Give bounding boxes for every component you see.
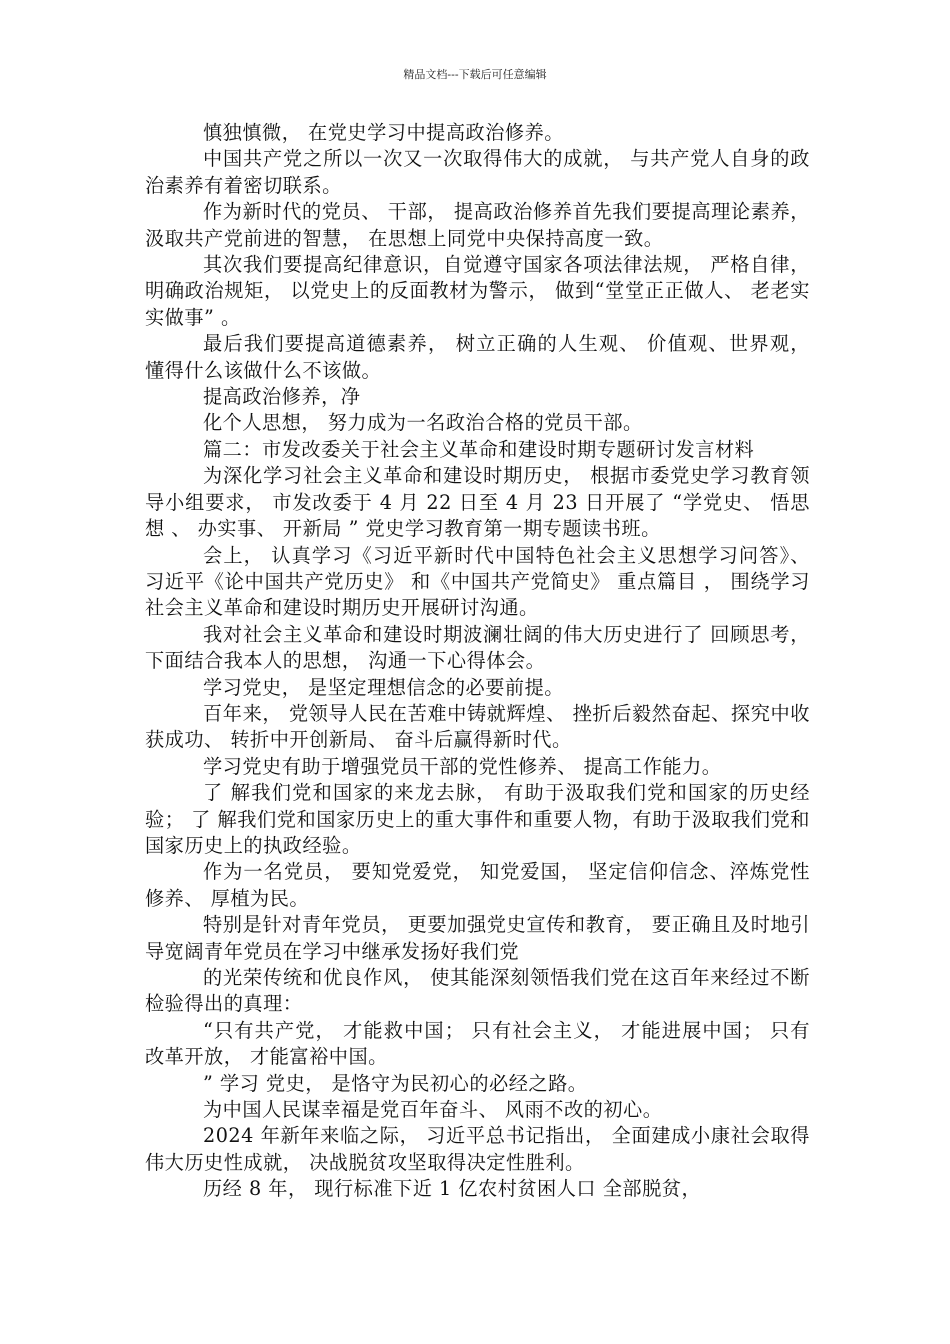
section-heading: 篇二：市发改委关于社会主义革命和建设时期专题研讨发言材料 (203, 437, 755, 461)
paragraph: 2024 年新年来临之际， 习近平总书记指出， 全面建成小康社会取得伟大历史性成就， 决战脱贫攻坚取得决定性胜利。 (145, 1124, 810, 1174)
paragraph: 的光荣传统和优良作风， 使其能深刻领悟我们党在这百年来经过不断检验得出的真理： (145, 966, 810, 1016)
paragraph: 中国共产党之所以一次又一次取得伟大的成就， 与共产党人自身的政治素养有着密切联系。 (145, 147, 810, 197)
paragraph: 学习党史， 是坚定理想信念的必要前提。 (203, 675, 564, 699)
paragraph: 化个人思想， 努力成为一名政治合格的党员干部。 (203, 411, 643, 435)
paragraph: “只有共产党， 才能救中国； 只有社会主义， 才能进展中国； 只有改革开放， 才能富裕中国。 (145, 1018, 810, 1069)
paragraph: 作为新时代的党员、 干部， 提高政治修养首先我们要提高理论素养， 汲取共产党前进的智慧， 在思想上同党中央保持高度一致。 (145, 200, 810, 250)
paragraph: 为深化学习社会主义革命和建设时期历史， 根据市委党史学习教育领导小组要求， 市发改委于 4 月 22 日至 4 月 23 日开展了 “学党史、 悟思想 、 办实事、 开新局 ” 党史学习教育第一期专题读书班。 (145, 464, 810, 541)
paragraph: 慎独慎微， 在党史学习中提高政治修养。 (203, 121, 564, 144)
paragraph: ” 学习 党史， 是恪守为民初心的必经之路。 (203, 1071, 588, 1095)
paragraph: 提高政治修养，净 (203, 385, 361, 409)
paragraph: 为中国人民谋幸福是党百年奋斗、 风雨不改的初心。 (203, 1098, 663, 1122)
page-header: 精品文档---下载后可任意编辑 (403, 68, 547, 81)
paragraph: 最后我们要提高道德素养， 树立正确的人生观、 价值观、世界观， 懂得什么该做什么不该做。 (145, 332, 810, 382)
paragraph: 历经 8 年， 现行标准下近 1 亿农村贫困人口 全部脱贫， (203, 1177, 702, 1201)
paragraph: 学习党史有助于增强党员干部的党性修养、 提高工作能力。 (203, 754, 722, 778)
paragraph: 会上， 认真学习《习近平新时代中国特色社会主义思想学习问答》、 习近平《论中国共产党历史》 和《中国共产党简史》 重点篇目 ， 围绕学习社会主义革命和建设时期历史开展研讨沟通。 (145, 543, 810, 620)
paragraph: 百年来， 党领导人民在苦难中铸就辉煌、 挫折后毅然奋起、探究中收获成功、 转折中开创新局、 奋斗后赢得新时代。 (145, 701, 810, 752)
paragraph: 我对社会主义革命和建设时期波澜壮阔的伟大历史进行了 回顾思考， 下面结合我本人的思想， 沟通一下心得体会。 (145, 622, 810, 673)
paragraph: 了 解我们党和国家的来龙去脉， 有助于汲取我们党和国家的历史经验； 了 解我们党和国家历史上的重大事件和重要人物，有助于汲取我们党和国家历史上的执政经验。 (145, 781, 810, 857)
paragraph: 作为一名党员， 要知党爱党， 知党爱国， 坚定信仰信念、淬炼党性修养、 厚植为民。 (145, 860, 810, 910)
document-body (145, 120, 810, 1203)
paragraph: 其次我们要提高纪律意识，自觉遵守国家各项法律法规， 严格自律， 明确政治规矩， 以党史上的反面教材为警示， 做到“堂堂正正做人、 老老实实做事” 。 (145, 253, 810, 329)
paragraph: 特别是针对青年党员， 更要加强党史宣传和教育， 要正确且及时地引导宽阔青年党员在学习中继承发扬好我们党 (145, 913, 810, 963)
